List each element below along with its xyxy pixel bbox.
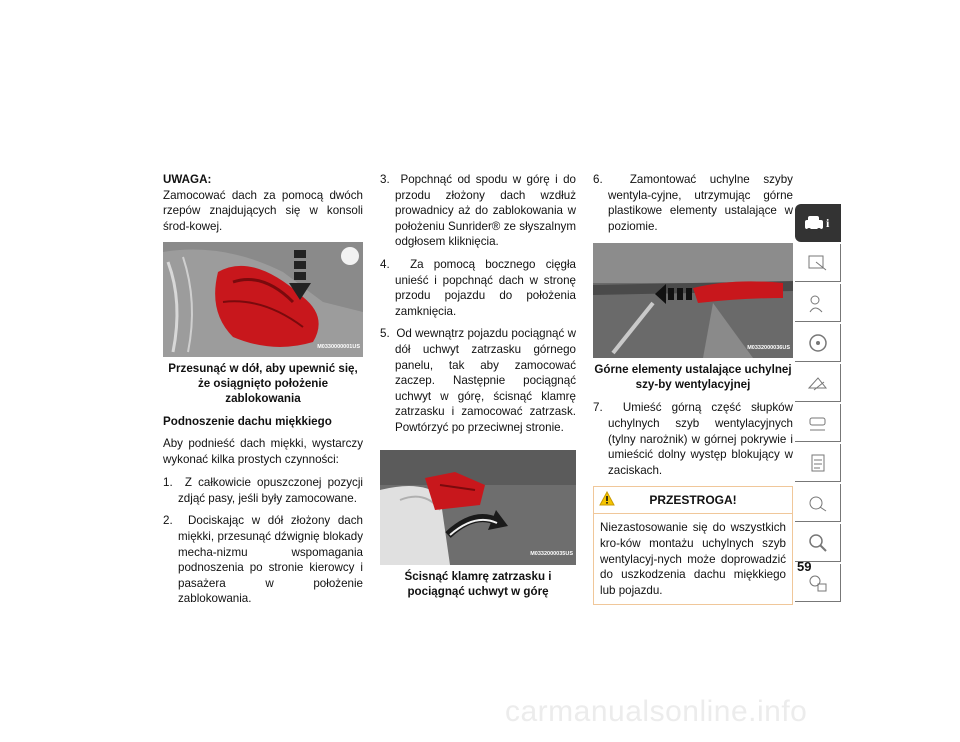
chapter-tabs xyxy=(795,204,841,604)
step-number: 3. xyxy=(380,173,390,186)
step-5 xyxy=(380,326,576,435)
watermark: carmanualsonline.info xyxy=(505,695,808,728)
step-text: Umieść górną część słupków uchylnych szyb wentylacyjnych (tylny narożnik) w górnej pokrywie i umieścić dolny występ blokujący w zaciskach. xyxy=(608,401,793,477)
step-text: Popchnąć od spodu w górę i do przodu złożony dach wzdłuż prowadnicy aż do zablokowania w położeniu Sunrider® ze słyszalnym odgłosem kliknięcia. xyxy=(395,173,576,249)
tab-index[interactable] xyxy=(795,524,841,562)
figure-latch xyxy=(380,450,576,565)
step-number: 6. xyxy=(593,173,603,186)
warning-triangle-icon xyxy=(599,491,615,506)
column-1 xyxy=(163,172,363,614)
step-7 xyxy=(593,400,793,478)
step-text: Od wewnątrz pojazdu pociągnąć w dół uchwyt zatrzasku górnego panelu, tak aby zamocować zaczep. Następnie pociągnąć uchwyt w górę, ścisnąć klamrę zatrzasku i zamocować zatrzask. Powtórzyć po przeciwnej stronie. xyxy=(395,327,576,434)
figure-caption: Ścisnąć klamrę zatrzasku i pociągnąć uchwyt w górę xyxy=(404,569,552,598)
tab-safety[interactable] xyxy=(795,284,841,322)
step-number: 4. xyxy=(380,257,390,271)
crash-icon xyxy=(806,372,830,394)
car-info-icon xyxy=(803,213,833,233)
tab-service[interactable] xyxy=(795,404,841,442)
page-number: 59 xyxy=(797,559,812,574)
caution-text: Niezastosowanie się do wszystkich kro-ków montażu uchylnych szyb wentylacyj-nych może doprowadzić do uszkodzenia dachu miękkiego lub pojazdu. xyxy=(600,521,786,597)
step-number: 1. xyxy=(163,476,173,490)
svg-text:i: i xyxy=(826,216,830,230)
column-2 xyxy=(380,172,576,607)
tab-emergency[interactable] xyxy=(795,364,841,402)
step-text: Za pomocą bocznego cięgła unieść i popchnąć dach w stronę przodu pojazdu do położenia zamknięcia. xyxy=(395,257,576,318)
checklist-icon xyxy=(806,452,830,474)
figure-roof-lock xyxy=(163,242,363,357)
step-number: 7. xyxy=(593,401,603,415)
column-3 xyxy=(593,172,793,605)
search-icon xyxy=(806,532,830,554)
section-heading: Podnoszenie dachu miękkiego xyxy=(163,415,332,429)
step-text: Dociskając w dół złożony dach miękki, przesunąć dźwignię blokady mecha-nizmu wspomagania podnoszenia po stronie kierowcy i pasażera w położenie zablokowania. xyxy=(178,514,363,606)
steering-wheel-icon xyxy=(806,332,830,354)
tab-specifications[interactable] xyxy=(795,444,841,482)
tab-driving[interactable] xyxy=(795,324,841,362)
step-1 xyxy=(163,475,363,506)
safety-icon xyxy=(806,292,830,314)
step-text: Zamontować uchylne szyby wentyla-cyjne, utrzymując górne plastikowe elementy ustalające w poziomie. xyxy=(608,173,793,233)
step-2 xyxy=(163,513,363,607)
tab-dashboard-messages[interactable] xyxy=(795,244,841,282)
step-number: 2. xyxy=(163,514,173,528)
tab-car-info[interactable] xyxy=(795,204,841,242)
step-number: 5. xyxy=(380,327,390,341)
caution-title: PRZESTROGA! xyxy=(649,492,737,507)
figure-caption: Przesunąć w dół, aby upewnić się, że osiągnięto położenie zablokowania xyxy=(168,362,358,406)
step-4 xyxy=(380,257,576,319)
intro-text: Aby podnieść dach miękki, wystarczy wykonać kilka prostych czynności: xyxy=(163,436,363,466)
service-icon xyxy=(806,492,830,514)
language-icon xyxy=(806,572,830,594)
figure-code: M0330000001US xyxy=(317,343,360,350)
caution-box xyxy=(593,486,793,605)
note-label: UWAGA: xyxy=(163,173,212,186)
figure-caption: Górne elementy ustalające uchylnej szy-by wentylacyjnej xyxy=(594,363,792,392)
step-text: Z całkowicie opuszczonej pozycji zdjąć pasy, jeśli były zamocowane. xyxy=(178,476,364,505)
step-3 xyxy=(380,172,576,250)
note-text: Zamocować dach za pomocą dwóch rzepów znajdujących się w konsoli środ-kowej. xyxy=(163,188,363,233)
caution-header xyxy=(594,487,792,514)
dashboard-messages-icon xyxy=(806,252,830,274)
figure-code: M0332000036US xyxy=(747,344,790,351)
step-6 xyxy=(593,172,793,234)
tab-multimedia[interactable] xyxy=(795,484,841,522)
car-lift-icon xyxy=(806,412,830,434)
figure-vent-window xyxy=(593,243,793,358)
figure-code: M0332000035US xyxy=(530,550,573,557)
